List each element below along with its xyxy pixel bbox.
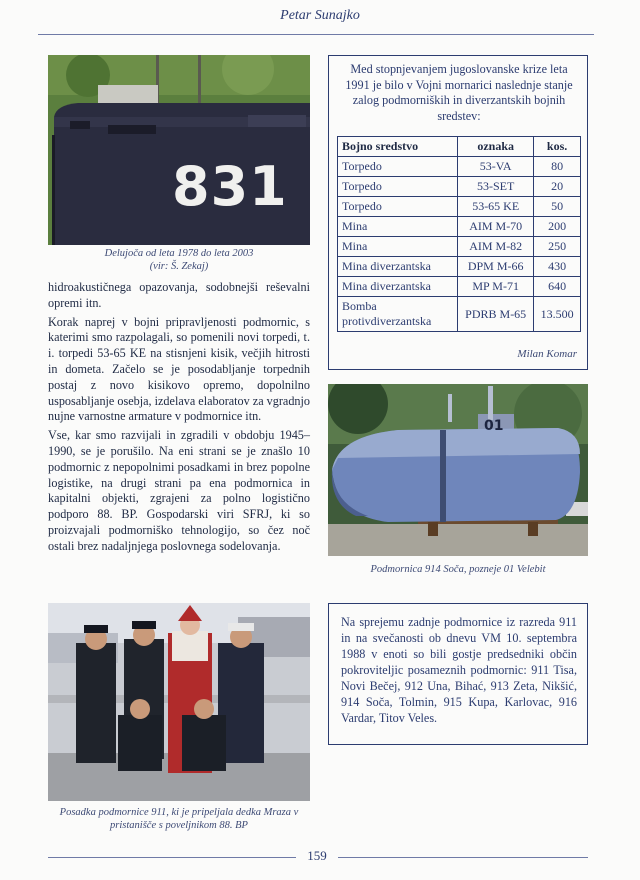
table-cell: 53-SET — [458, 177, 534, 197]
signature: Milan Komar — [517, 348, 577, 360]
table-cell: AIM M-82 — [458, 237, 534, 257]
table-cell: Mina diverzantska — [338, 257, 458, 277]
sail-number: 01 — [484, 418, 504, 434]
table-row — [338, 197, 581, 217]
table-cell: 20 — [534, 177, 581, 197]
table-cell: MP M-71 — [458, 277, 534, 297]
table-row — [338, 277, 581, 297]
table-header-row — [338, 137, 581, 157]
photo3-caption-line2: pristanišče s poveljnikom 88. BP — [110, 820, 248, 831]
column-header: Bojno sredstvo — [338, 137, 458, 157]
table-cell: 53-VA — [458, 157, 534, 177]
photo-submarine-831 — [48, 55, 310, 245]
table-cell: 50 — [534, 197, 581, 217]
header-rule — [38, 34, 594, 35]
column-header: oznaka — [458, 137, 534, 157]
left-column-text — [48, 280, 310, 558]
table-cell: Mina — [338, 217, 458, 237]
reception-text: Na sprejemu zadnje podmornice iz razreda 911 in na svečanosti ob dnevu VM 10. septembra 1988 v enoti so bili gostje predsedniki občin pokroviteljic posameznih podmornic: 911 Tisa, Novi Bečej, 912 Una, Bihać, 913 Zeta, Nikšić, 914 Soča, Tolmin, 915 Kupa, Karlovac, 916 Vardar, Titov Veles. — [341, 615, 577, 725]
photo2-caption: Podmornica 914 Soča, pozneje 01 Velebit — [370, 564, 546, 575]
paragraph: Korak naprej v bojni pripravljenosti podmornic, s katerimi smo razpolagali, so pomenili novi torpedi, t. i. torpedi 53-65 KE na stisnjeni kisik, večjih hitrosti in dometa. Začelo se je posodabljanje torpednih postaj z novo kisikovo opremo, dopolnilno usposabljanje osebja, izdelava elaboratov za vgradnjo nujne varnostne armature v podmornice itn. — [48, 314, 310, 424]
table-cell: 13.500 — [534, 297, 581, 332]
running-header: Petar Sunajko — [280, 8, 360, 23]
footer-rule-left — [48, 857, 296, 858]
hull-number: 831 — [172, 155, 288, 218]
photo3-caption-line1: Posadka podmornice 911, ki je pripeljala dedka Mraza v — [59, 807, 299, 818]
table-cell: PDRB M-65 — [458, 297, 534, 332]
paragraph: hidroakustičnega opazovanja, sodobnejši reševalni opremi itn. — [48, 280, 310, 310]
table-cell: 200 — [534, 217, 581, 237]
photo3-caption — [40, 806, 318, 832]
table-cell: Mina — [338, 237, 458, 257]
table-row — [338, 297, 581, 332]
photo1-caption — [48, 247, 310, 273]
weapons-stock-table — [337, 136, 581, 332]
table-cell: Torpedo — [338, 197, 458, 217]
table-cell: DPM M-66 — [458, 257, 534, 277]
table-row — [338, 257, 581, 277]
stock-box — [328, 55, 588, 370]
table-cell: Torpedo — [338, 177, 458, 197]
table-cell: 53-65 KE — [458, 197, 534, 217]
column-header: kos. — [534, 137, 581, 157]
table-row — [338, 217, 581, 237]
stock-intro: Med stopnjevanjem jugoslovanske krize leta 1991 je bilo v Vojni mornarici naslednje stanje zalog podmorniških in diverzantskih bojnih sredstev: — [345, 62, 573, 123]
page-number: 159 — [307, 848, 327, 863]
table-cell: 250 — [534, 237, 581, 257]
table-cell: 80 — [534, 157, 581, 177]
reception-box — [328, 603, 588, 745]
submarine-914-illustration — [328, 384, 588, 556]
photo-crew-911 — [48, 603, 310, 801]
photo-submarine-914 — [328, 384, 588, 556]
photo1-caption-line1: Delujoča od leta 1978 do leta 2003 — [104, 248, 254, 259]
table-cell: Mina diverzantska — [338, 277, 458, 297]
table-row — [338, 177, 581, 197]
table-cell: 640 — [534, 277, 581, 297]
table-cell: Torpedo — [338, 157, 458, 177]
crew-illustration — [48, 603, 310, 801]
footer-rule-right — [338, 857, 588, 858]
table-row — [338, 157, 581, 177]
table-row — [338, 237, 581, 257]
table-cell: AIM M-70 — [458, 217, 534, 237]
photo1-caption-line2: (vir: Š. Zekaj) — [149, 261, 209, 272]
table-cell: Bomba protivdiverzantska — [338, 297, 458, 332]
table-cell: 430 — [534, 257, 581, 277]
paragraph: Vse, kar smo razvijali in zgradili v obdobju 1945–1990, se je porušilo. Na eni strani se je znašlo 10 podmornic z nepopolnimi posadkami in brez popolne logistike, na drugi strani pa ena podmornica in kapitalni objekti, zgrajeni za polno logistično podporo 88. BP. Gospodarski viri SFRJ, ki so proizvajali podmorniško tehnologijo, so čez noč ostali brez nadaljnjega poslovnega sodelovanja. — [48, 428, 310, 553]
